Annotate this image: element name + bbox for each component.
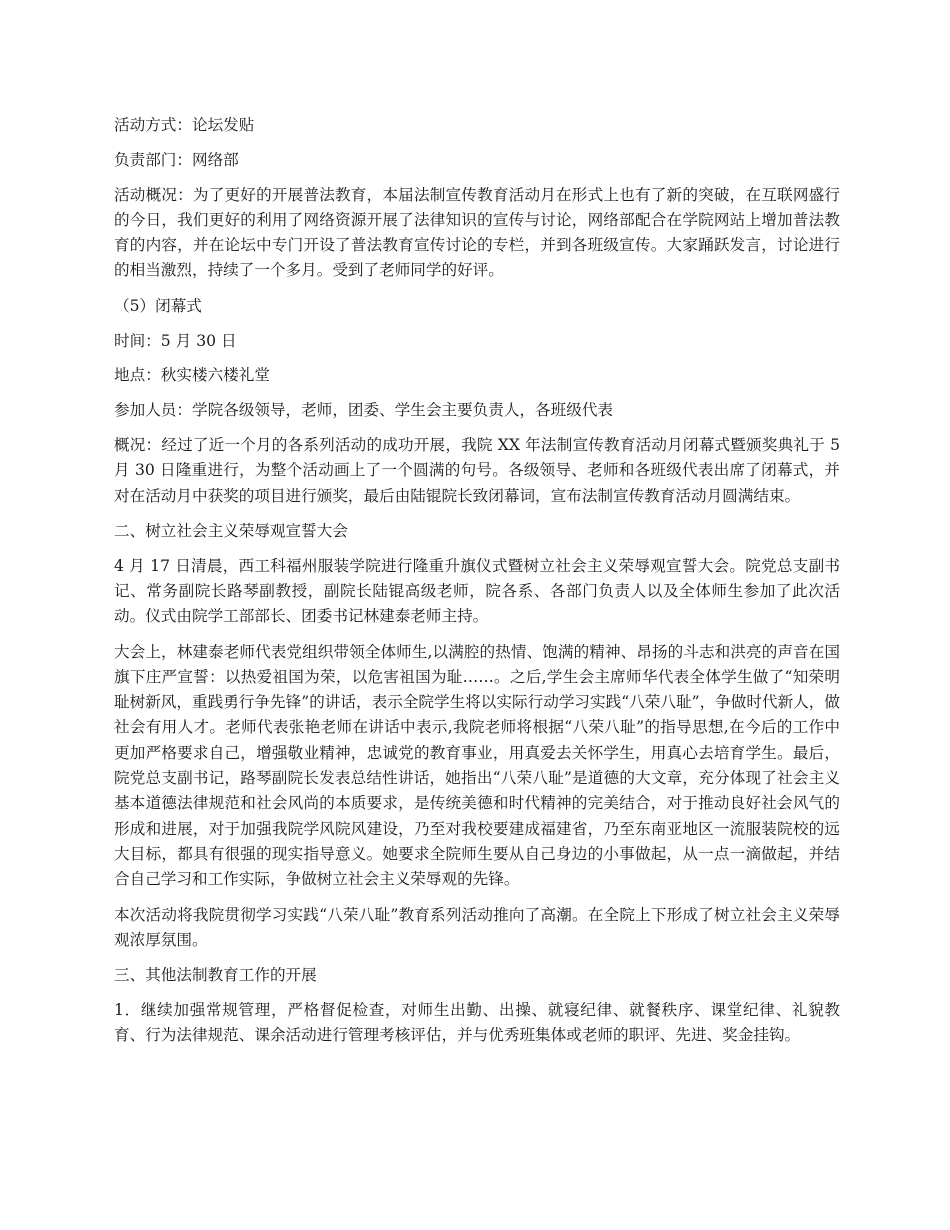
pledge-intro-paragraph: 4 月 17 日清晨，西工科福州服装学院进行隆重升旗仪式暨树立社会主义荣辱观宣誓大会。院党总支副书记、常务副院长路琴副教授，副院长陆锟高级老师，院各系、各部门负责人以及全体师生参加了此次活动。仪式由院学工部部长、团委书记林建泰老师主持。 (114, 556, 840, 626)
responsible-dept-line: 负责部门：网络部 (114, 150, 239, 169)
activity-method-line: 活动方式：论坛发贴 (114, 116, 255, 134)
location-line: 地点：秋实楼六楼礼堂 (114, 366, 270, 385)
closing-overview-paragraph: 概况：经过了近一个月的各系列活动的成功开展，我院 XX 年法制宣传教育活动月闭幕式暨颁奖典礼于 5 月 30 日隆重进行，为整个活动画上了一个圆满的句号。各级领导、老师和各班级代表出席了闭幕式，并对在活动月中获奖的项目进行颁奖，最后由陆锟院长致闭幕词，宣布法制宣传教育活动月圆满结束。 (114, 435, 840, 505)
section-two-heading: 二、树立社会主义荣辱观宣誓大会 (114, 521, 348, 540)
routine-management-paragraph: 1．继续加强常规管理，严格督促检查，对师生出勤、出操、就寝纪律、就餐秩序、课堂纪律、礼貌教育、行为法律规范、课余活动进行管理考核评估，并与优秀班集体或老师的职评、先进、奖金挂钩。 (114, 1000, 840, 1045)
time-line: 时间：5 月 30 日 (114, 331, 237, 350)
document-page (114, 113, 840, 1059)
pledge-summary-paragraph: 本次活动将我院贯彻学习实践“八荣八耻”教育系列活动推向了高潮。在全院上下形成了树立社会主义荣辱观浓厚氛围。 (114, 905, 840, 949)
activity-overview-paragraph: 活动概况：为了更好的开展普法教育，本届法制宣传教育活动月在形式上也有了新的突破，在互联网盛行的今日，我们更好的利用了网络资源开展了法律知识的宣传与讨论，网络部配合在学院网站上增加普法教育的内容，并在论坛中专门开设了普法教育宣传讨论的专栏，并到各班级宣传。大家踊跃发言，讨论进行的相当激烈，持续了一个多月。受到了老师同学的好评。 (114, 185, 840, 280)
section-three-heading: 三、其他法制教育工作的开展 (114, 966, 317, 985)
pledge-detail-paragraph: 大会上，林建泰老师代表党组织带领全体师生,以满腔的热情、饱满的精神、昂扬的斗志和洪亮的声音在国旗下庄严宣誓：以热爱祖国为荣，以危害祖国为耻……。之后,学生会主席师华代表全体学生做了“知荣明耻树新风，重践勇行争先锋”的讲话，表示全院学生将以实际行动学习实践“八荣八耻”，争做时代新人，做社会有用人才。老师代表张艳老师在讲话中表示,我院老师将根据“八荣八耻”的指导思想,在今后的工作中更加严格要求自己，增强敬业精神，忠诚党的教育事业，用真爱去关怀学生，用真心去培育学生。最后，院党总支副书记，路琴副院长发表总结性讲话，她指出“八荣八耻”是道德的大文章，充分体现了社会主义基本道德法律规范和社会风尚的本质要求，是传统美德和时代精神的完美结合，对于推动良好社会风气的形成和进展，对于加强我院学风院风建设，乃至对我校要建成福建省，乃至东南亚地区一流服装院校的远大目标，都具有很强的现实指导意义。她要求全院师生要从自己身边的小事做起，从一点一滴做起，并结合自己学习和工作实际，争做树立社会主义荣辱观的先锋。 (114, 642, 840, 889)
closing-ceremony-heading: （5）闭幕式 (114, 296, 202, 315)
participants-line: 参加人员：学院各级领导，老师，团委、学生会主要负责人，各班级代表 (114, 401, 614, 420)
